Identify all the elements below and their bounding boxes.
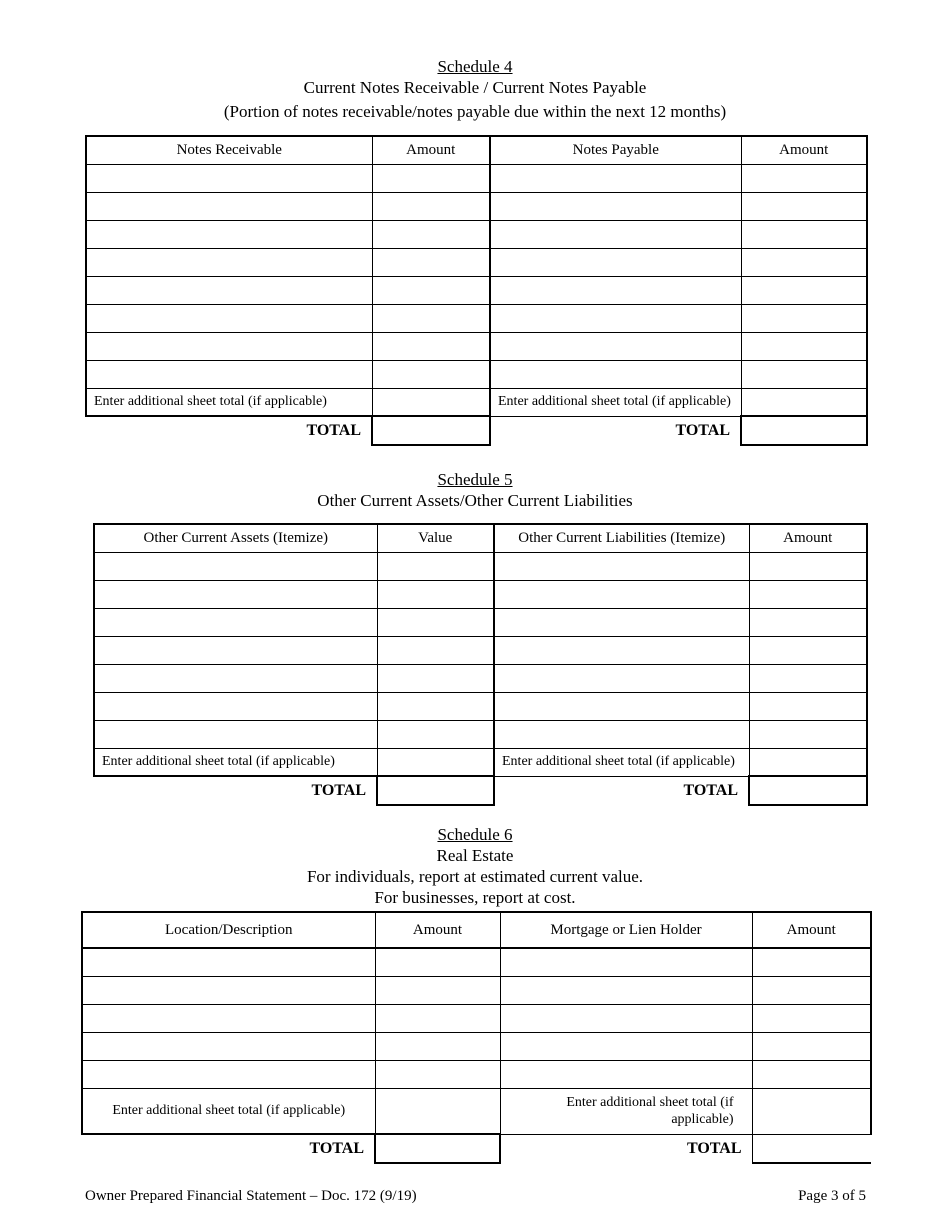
entry-description-cell[interactable] bbox=[86, 220, 372, 248]
entry-description-cell[interactable] bbox=[86, 360, 372, 388]
entry-description-cell[interactable] bbox=[94, 636, 377, 664]
total-box-right[interactable] bbox=[741, 416, 867, 445]
additional-sheet-amount-left[interactable] bbox=[375, 1088, 500, 1134]
table-row bbox=[94, 664, 867, 692]
schedule-4-note: (Portion of notes receivable/notes payable due within the next 12 months) bbox=[223, 102, 727, 121]
table-row bbox=[94, 692, 867, 720]
table-row bbox=[94, 720, 867, 748]
entry-description-cell[interactable] bbox=[500, 1004, 752, 1032]
table-row bbox=[86, 276, 867, 304]
entry-amount-cell[interactable] bbox=[377, 664, 494, 692]
entry-description-cell[interactable] bbox=[86, 332, 372, 360]
schedule-4-subtitle: Current Notes Receivable / Current Notes Payable bbox=[303, 78, 647, 97]
entry-amount-cell[interactable] bbox=[741, 192, 867, 220]
table-row bbox=[86, 360, 867, 388]
table-row bbox=[82, 1004, 871, 1032]
entry-amount-cell[interactable] bbox=[752, 1004, 871, 1032]
entry-amount-cell[interactable] bbox=[372, 276, 490, 304]
entry-amount-cell[interactable] bbox=[372, 332, 490, 360]
entry-description-cell[interactable] bbox=[500, 1060, 752, 1088]
additional-sheet-label-right: Enter additional sheet total (if applicable) bbox=[500, 1088, 752, 1134]
entry-description-cell[interactable] bbox=[494, 664, 749, 692]
entry-amount-cell[interactable] bbox=[377, 552, 494, 580]
schedule-6-subtitle: Real Estate bbox=[436, 846, 514, 865]
additional-sheet-amount-right[interactable] bbox=[749, 748, 867, 776]
entry-amount-cell[interactable] bbox=[372, 164, 490, 192]
entry-amount-cell[interactable] bbox=[752, 948, 871, 976]
entry-amount-cell[interactable] bbox=[377, 636, 494, 664]
total-label-right: TOTAL bbox=[675, 421, 730, 439]
entry-description-cell[interactable] bbox=[490, 360, 741, 388]
entry-amount-cell[interactable] bbox=[372, 304, 490, 332]
table-row bbox=[86, 332, 867, 360]
total-row bbox=[94, 776, 867, 805]
entry-description-cell[interactable] bbox=[494, 580, 749, 608]
additional-sheet-amount-left[interactable] bbox=[372, 388, 490, 416]
table-row bbox=[86, 192, 867, 220]
entry-amount-cell[interactable] bbox=[741, 276, 867, 304]
entry-description-cell[interactable] bbox=[82, 976, 375, 1004]
entry-amount-cell[interactable] bbox=[749, 552, 867, 580]
additional-sheet-label-right: Enter additional sheet total (if applicable) bbox=[494, 748, 749, 776]
additional-sheet-amount-left[interactable] bbox=[377, 748, 494, 776]
entry-description-cell[interactable] bbox=[94, 720, 377, 748]
entry-description-cell[interactable] bbox=[82, 1060, 375, 1088]
entry-description-cell[interactable] bbox=[490, 332, 741, 360]
entry-description-cell[interactable] bbox=[500, 1032, 752, 1060]
col-header-value: Value bbox=[377, 524, 494, 552]
entry-amount-cell[interactable] bbox=[377, 608, 494, 636]
entry-amount-cell[interactable] bbox=[749, 636, 867, 664]
total-label-left: TOTAL bbox=[309, 1140, 364, 1157]
additional-sheet-label-right: Enter additional sheet total (if applicable) bbox=[490, 388, 741, 416]
entry-amount-cell[interactable] bbox=[749, 580, 867, 608]
table-row bbox=[86, 248, 867, 276]
schedule-5-subtitle: Other Current Assets/Other Current Liabilities bbox=[317, 491, 633, 510]
entry-description-cell[interactable] bbox=[490, 164, 741, 192]
schedule-4-table bbox=[85, 135, 868, 446]
entry-amount-cell[interactable] bbox=[752, 1032, 871, 1060]
additional-sheet-label-left: Enter additional sheet total (if applicable) bbox=[82, 1088, 375, 1134]
table-row bbox=[94, 552, 867, 580]
entry-description-cell[interactable] bbox=[94, 580, 377, 608]
col-header-amount: Amount bbox=[741, 136, 867, 164]
table-row bbox=[82, 1060, 871, 1088]
entry-description-cell[interactable] bbox=[490, 248, 741, 276]
entry-description-cell[interactable] bbox=[86, 276, 372, 304]
entry-amount-cell[interactable] bbox=[749, 692, 867, 720]
entry-amount-cell[interactable] bbox=[741, 220, 867, 248]
col-header-amount: Amount bbox=[752, 912, 871, 948]
additional-sheet-row bbox=[86, 388, 867, 416]
entry-description-cell[interactable] bbox=[494, 636, 749, 664]
entry-amount-cell[interactable] bbox=[372, 192, 490, 220]
additional-sheet-row bbox=[94, 748, 867, 776]
table-row bbox=[86, 304, 867, 332]
total-row bbox=[86, 416, 867, 445]
table-row bbox=[82, 976, 871, 1004]
entry-amount-cell[interactable] bbox=[377, 720, 494, 748]
entry-description-cell[interactable] bbox=[494, 608, 749, 636]
additional-sheet-amount-right[interactable] bbox=[752, 1088, 871, 1134]
entry-description-cell[interactable] bbox=[494, 692, 749, 720]
entry-description-cell[interactable] bbox=[86, 248, 372, 276]
footer-page-number: Page 3 of 5 bbox=[798, 1188, 866, 1204]
entry-amount-cell[interactable] bbox=[372, 248, 490, 276]
entry-amount-cell[interactable] bbox=[741, 304, 867, 332]
table-row bbox=[94, 636, 867, 664]
entry-amount-cell[interactable] bbox=[377, 580, 494, 608]
entry-amount-cell[interactable] bbox=[377, 692, 494, 720]
entry-description-cell[interactable] bbox=[494, 720, 749, 748]
entry-amount-cell[interactable] bbox=[372, 220, 490, 248]
schedule-6-note-businesses: For businesses, report at cost. bbox=[374, 888, 576, 907]
entry-amount-cell[interactable] bbox=[375, 1004, 500, 1032]
entry-description-cell[interactable] bbox=[490, 276, 741, 304]
total-label-left: TOTAL bbox=[311, 782, 366, 799]
entry-description-cell[interactable] bbox=[86, 192, 372, 220]
additional-sheet-label-left: Enter additional sheet total (if applicable) bbox=[94, 748, 377, 776]
schedule-4-heading bbox=[0, 56, 950, 122]
col-header-amount: Amount bbox=[372, 136, 490, 164]
total-box-right[interactable] bbox=[752, 1134, 871, 1163]
col-header-other-current-assets: Other Current Assets (Itemize) bbox=[94, 524, 377, 552]
entry-description-cell[interactable] bbox=[86, 164, 372, 192]
entry-amount-cell[interactable] bbox=[741, 164, 867, 192]
total-box-left[interactable] bbox=[372, 416, 490, 445]
total-row bbox=[82, 1134, 871, 1163]
total-label-left: TOTAL bbox=[306, 422, 361, 439]
entry-description-cell[interactable] bbox=[82, 948, 375, 976]
entry-amount-cell[interactable] bbox=[372, 360, 490, 388]
schedule-5-table bbox=[93, 523, 868, 806]
footer-doc-label: Owner Prepared Financial Statement – Doc. 172 (9/19) bbox=[85, 1188, 417, 1204]
table-header-row bbox=[82, 912, 871, 948]
entry-description-cell[interactable] bbox=[82, 1032, 375, 1060]
entry-amount-cell[interactable] bbox=[375, 1060, 500, 1088]
entry-amount-cell[interactable] bbox=[749, 720, 867, 748]
entry-amount-cell[interactable] bbox=[375, 1032, 500, 1060]
table-row bbox=[86, 164, 867, 192]
entry-description-cell[interactable] bbox=[94, 664, 377, 692]
entry-description-cell[interactable] bbox=[494, 552, 749, 580]
schedule-6-table bbox=[81, 911, 872, 1164]
entry-amount-cell[interactable] bbox=[749, 608, 867, 636]
entry-description-cell[interactable] bbox=[490, 304, 741, 332]
table-header-row bbox=[86, 136, 867, 164]
additional-sheet-amount-right[interactable] bbox=[741, 388, 867, 416]
col-header-amount: Amount bbox=[375, 912, 500, 948]
entry-description-cell[interactable] bbox=[82, 1004, 375, 1032]
schedule-5-heading bbox=[0, 469, 950, 511]
table-row bbox=[94, 580, 867, 608]
total-box-left[interactable] bbox=[377, 776, 494, 805]
entry-description-cell[interactable] bbox=[86, 304, 372, 332]
entry-description-cell[interactable] bbox=[500, 948, 752, 976]
table-row bbox=[82, 1032, 871, 1060]
total-label-right: TOTAL bbox=[683, 781, 738, 799]
col-header-location-description: Location/Description bbox=[82, 912, 375, 948]
col-header-mortgage-lien-holder: Mortgage or Lien Holder bbox=[500, 912, 752, 948]
schedule-6-heading bbox=[0, 824, 950, 908]
entry-description-cell[interactable] bbox=[500, 976, 752, 1004]
entry-amount-cell[interactable] bbox=[752, 1060, 871, 1088]
total-box-left[interactable] bbox=[375, 1134, 500, 1163]
entry-description-cell[interactable] bbox=[490, 192, 741, 220]
schedule-5-title: Schedule 5 bbox=[437, 470, 513, 489]
col-header-notes-receivable: Notes Receivable bbox=[86, 136, 372, 164]
schedule-6-title: Schedule 6 bbox=[437, 825, 513, 844]
entry-description-cell[interactable] bbox=[490, 220, 741, 248]
table-header-row bbox=[94, 524, 867, 552]
entry-amount-cell[interactable] bbox=[741, 360, 867, 388]
total-box-right[interactable] bbox=[749, 776, 867, 805]
schedule-4-title: Schedule 4 bbox=[437, 57, 513, 76]
table-row bbox=[82, 948, 871, 976]
entry-amount-cell[interactable] bbox=[752, 976, 871, 1004]
entry-description-cell[interactable] bbox=[94, 692, 377, 720]
entry-description-cell[interactable] bbox=[94, 608, 377, 636]
table-row bbox=[94, 608, 867, 636]
entry-amount-cell[interactable] bbox=[749, 664, 867, 692]
col-header-other-current-liabilities: Other Current Liabilities (Itemize) bbox=[494, 524, 749, 552]
schedule-6-note-individuals: For individuals, report at estimated current value. bbox=[306, 867, 644, 886]
additional-sheet-label-left: Enter additional sheet total (if applicable) bbox=[86, 388, 372, 416]
additional-sheet-row bbox=[82, 1088, 871, 1134]
entry-amount-cell[interactable] bbox=[741, 332, 867, 360]
table-row bbox=[86, 220, 867, 248]
col-header-amount: Amount bbox=[749, 524, 867, 552]
total-label-right: TOTAL bbox=[686, 1139, 742, 1157]
col-header-notes-payable: Notes Payable bbox=[490, 136, 741, 164]
entry-amount-cell[interactable] bbox=[375, 976, 500, 1004]
entry-amount-cell[interactable] bbox=[375, 948, 500, 976]
entry-amount-cell[interactable] bbox=[741, 248, 867, 276]
entry-description-cell[interactable] bbox=[94, 552, 377, 580]
